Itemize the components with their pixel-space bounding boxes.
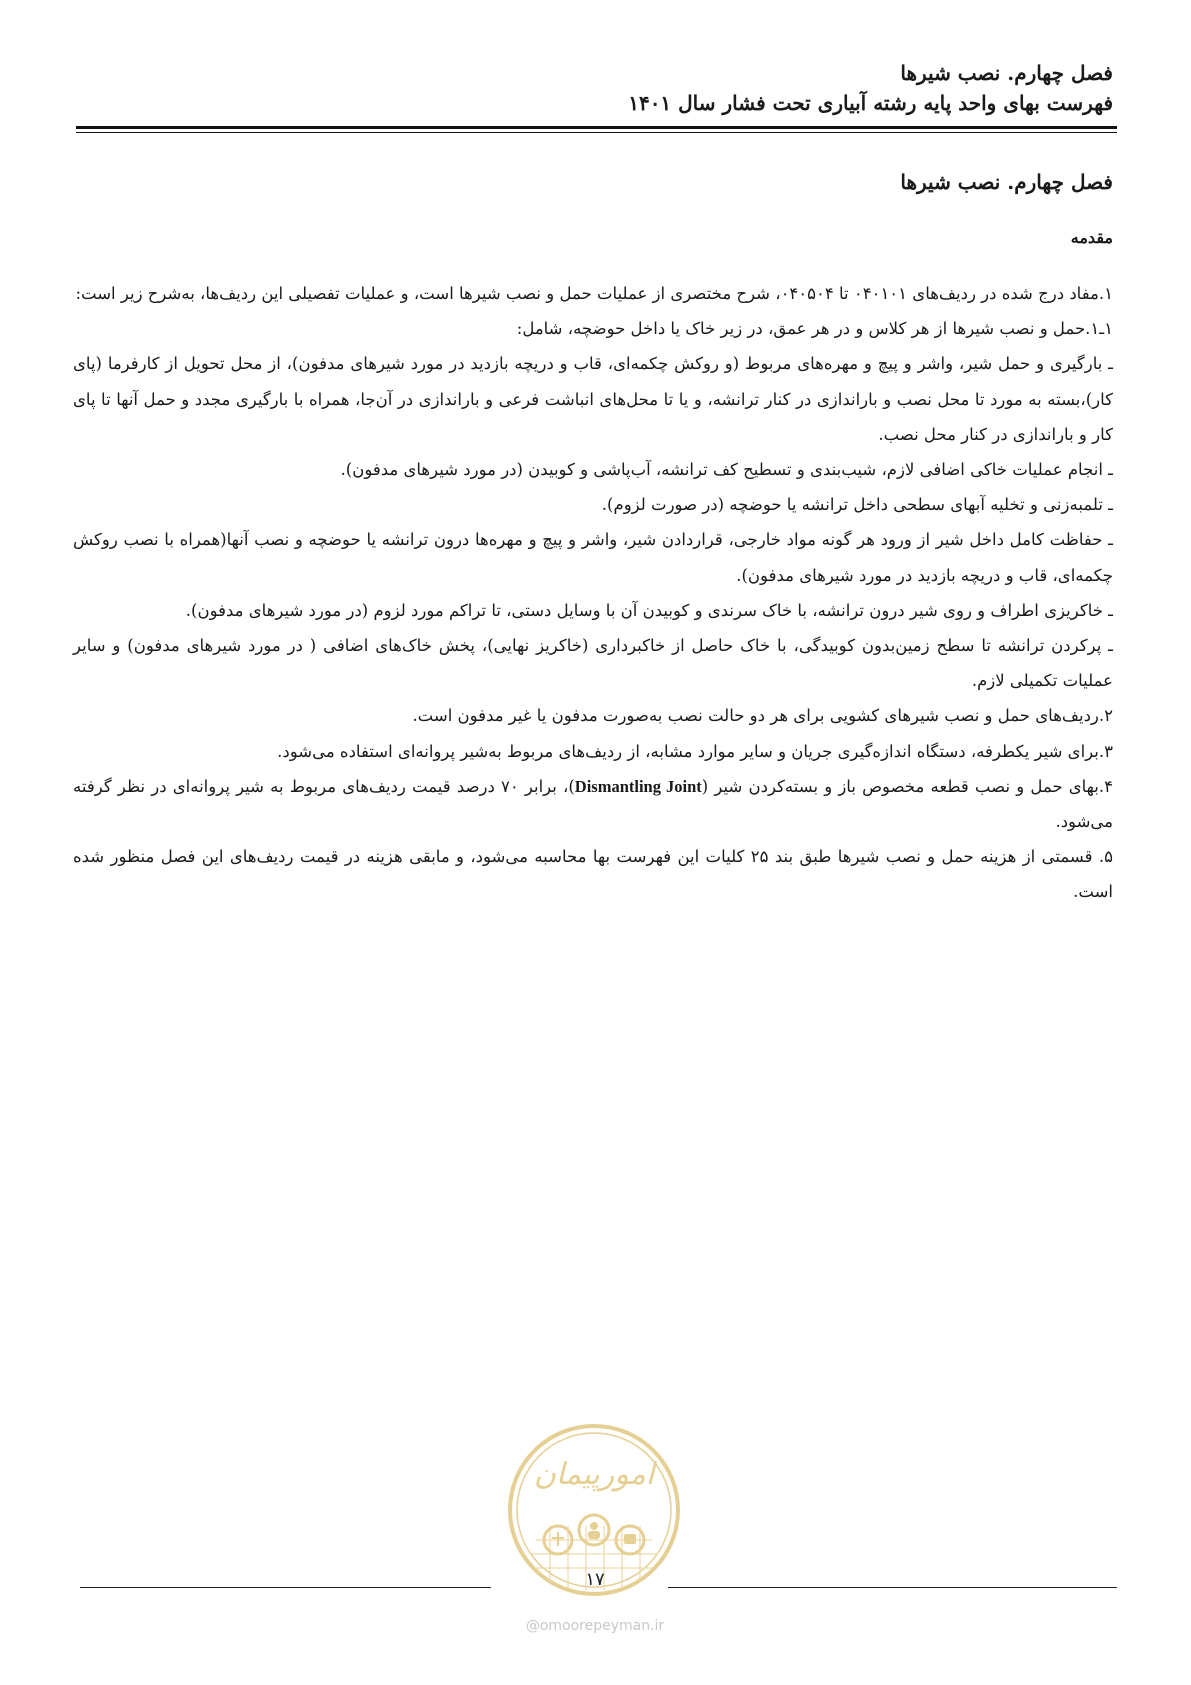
paragraph-4: [73, 769, 1113, 839]
section-title: فصل چهارم. نصب شیرها: [900, 170, 1113, 194]
seal-lettering: امورپیمان: [533, 1457, 655, 1492]
intro-heading: مقدمه: [1070, 228, 1113, 247]
paragraph-5: ۵. قسمتی از هزینه حمل و نصب شیرها طبق بند ۲۵ کلیات این فهرست بها محاسبه می‌شود، و مابقی هزینه در قیمت ردیف‌های این فصل منظور شده است.: [73, 847, 1113, 902]
dismantling-joint-term: Dismantling Joint: [574, 776, 702, 796]
header-rule-thick: [76, 126, 1117, 129]
bullet-pumping: ـ تلمبه‌زنی و تخلیه آبهای سطحی داخل ترانشه یا حوضچه (در صورت لزوم).: [601, 495, 1113, 515]
paragraph-2: ۲.ردیف‌های حمل و نصب شیرهای کشویی برای هر دو حالت نصب به‌صورت مدفون یا غیر مدفون است.: [412, 706, 1113, 726]
header-rule-thin: [76, 132, 1117, 133]
watermark-url: @omoorepeyman.ir: [525, 1618, 665, 1634]
bullet-protection: ـ حفاظت کامل داخل شیر از ورود هر گونه مواد خارجی، قراردادن شیر، واشر و پیچ و مهره‌ها درون ترانشه یا حوضچه و نصب آنها(همراه با نصب روکش چکمه‌ای، قاب و دریچه بازدید در مورد شیرهای مدفون).: [73, 530, 1113, 585]
paragraph-4-before: ۴.بهای حمل و نصب قطعه مخصوص باز و بسته‌کردن شیر (: [701, 776, 1114, 796]
paragraph-1-1: ۱ـ۱.حمل و نصب شیرها از هر کلاس و در هر عمق، در زیر خاک یا داخل حوضچه، شامل:: [516, 319, 1113, 339]
footer-rule-left: [80, 1587, 491, 1588]
page-number: ۱۷: [585, 1569, 605, 1590]
bullet-earthwork: ـ انجام عملیات خاکی اضافی لازم، شیب‌بندی و تسطیح کف ترانشه، آب‌پاشی و کوبیدن (در مورد شیرهای مدفون).: [340, 460, 1113, 480]
footer-rule-right: [668, 1587, 1117, 1588]
running-header: [73, 58, 1113, 118]
paragraph-4-after: )، برابر ۷۰ درصد قیمت ردیف‌های مربوط به شیر پروانه‌ای در نظر گرفته می‌شود.: [73, 776, 1113, 832]
header-chapter-title: فصل چهارم. نصب شیرها: [900, 61, 1113, 85]
bullet-backfill: ـ خاکریزی اطراف و روی شیر درون ترانشه، با خاک سرندی و کوبیدن آن با وسایل دستی، تا تراکم مورد لزوم (در مورد شیرهای مدفون).: [185, 600, 1113, 620]
paragraph-3: ۳.برای شیر یکطرفه، دستگاه اندازه‌گیری جریان و سایر موارد مشابه، از ردیف‌های مربوط به‌شیر پروانه‌ای استفاده می‌شود.: [277, 741, 1113, 761]
paragraph-1: ۱.مفاد درج شده در ردیف‌های ۰۴۰۱۰۱ تا ۰۴۰۵۰۴، شرح مختصری از عملیات حمل و نصب شیرها است، و عملیات تفصیلی این ردیف‌ها، به‌شرح زیر است:: [75, 284, 1113, 303]
bullet-loading: ـ بارگیری و حمل شیر، واشر و پیچ و مهره‌های مربوط (و روکش چکمه‌ای، قاب و دریچه بازدید در مورد شیرهای مدفون)، از محل تحویل از کارفرما (پای کار)،بسته به مورد تا محل نصب و باراندازی در کنار ترانشه، و یا تا محل‌های انباشت فرعی و باراندازی در آن‌جا، همراه با بارگیری مجدد و حمل آنها تا پای کار و باراندازی در کنار محل نصب.: [73, 354, 1113, 444]
bullet-trench-fill: ـ پرکردن ترانشه تا سطح زمین‌بدون کوبیدگی، با خاک حاصل از خاکبرداری (خاکریز نهایی)، پخش خاک‌های اضافی ( در مورد شیرهای مدفون) و سایر عملیات تکمیلی لازم.: [73, 636, 1113, 691]
header-document-title: فهرست بهای واحد پایه رشته آبیاری تحت فشار سال ۱۴۰۱: [628, 91, 1113, 115]
main-content: [73, 158, 1113, 910]
